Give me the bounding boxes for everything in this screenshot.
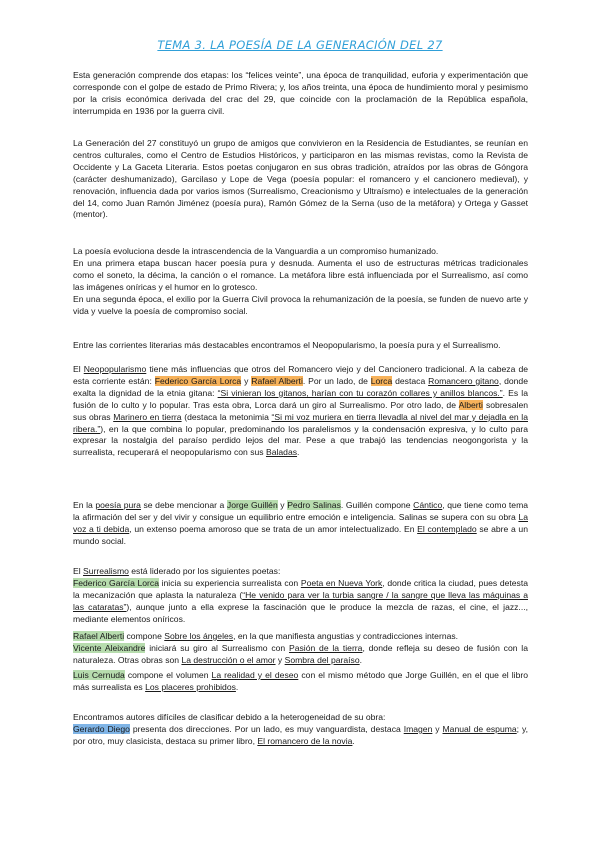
surrealismo-term: Surrealismo bbox=[83, 566, 129, 576]
surrealismo-intro: El Surrealismo está liderado por los siguientes poetas: bbox=[73, 566, 281, 576]
lorca-surrealismo-paragraph: Federico García Lorca inicia su experiencia surrealista con Poeta en Nueva York, donde critica la ciudad, pues detesta la mecanización que aplasta la naturaleza (“He venido para ver la turbia sangre / la sangre que lleva las máquinas a las cataratas”), aunque junto a ella exprese la fascinación que le produce la mezcla de razas, el cine, el jazz..., mediante elementos oníricos. bbox=[73, 578, 529, 624]
work-romancero-gitano: Romancero gitano bbox=[428, 375, 499, 386]
autores-paragraph: Encontramos autores difíciles de clasificar debido a la heterogeneidad de su obra: bbox=[73, 712, 386, 722]
work-baladas: Baladas bbox=[265, 447, 298, 458]
work-la-destruccion-o-el-amor: La destrucción o el amor bbox=[181, 654, 276, 665]
neopopularismo-paragraph: El Neopopularismo tiene más influencias que otros del Romancero viejo y del Cancionero tradicional. A la cabeza de esta corriente están: Federico García Lorca y Rafael Alberti. Por un lado, de Lorca destaca Romancero gitano, donde exalta la dignidad de la etnia gitana: “Si vinieran los gitanos, harían con tu corazón collares y anillos blancos.”. Es la fusión de lo culto y lo popular. Tras esta obra, Lorca dará un giro al Surrealismo. Por otro lado, de Alberti sobresalen sus obras Marinero en tierra (destaca la metonimia “Si mi voz muriera en tierra llevadla al nivel del mar y dejadla en la ribera.”), en la que combina lo popular, predominando los paralelismos y la condensación expresiva, y lo culto para expresar la nostalgia del paraíso perdido lejos del mar. Pese a que trabajó las tendencias neogongorista y la surrealista, recuperará el neopopularismo con sus Baladas. bbox=[73, 364, 528, 458]
highlight-rafael-alberti-green: Rafael Alberti bbox=[73, 631, 125, 641]
highlight-pedro-salinas: Pedro Salinas bbox=[287, 500, 341, 510]
aleixandre-paragraph: Vicente Aleixandre iniciará su giro al Surrealismo con Pasión de la tierra, donde refleja su deseo de fusión con la naturaleza. Otras obras son La destrucción o el amor y Sombra del paraíso. bbox=[73, 643, 528, 665]
quote-turbia-sangre: “He venido para ver la turbia sangre / la sangre que lleva las máquinas a las cataratas” bbox=[73, 589, 529, 612]
primera-etapa-paragraph: En una primera etapa buscan hacer poesía pura y desnuda. Aumenta el uso de estructuras métricas tradicionales como el soneto, la décima, la canción o el romance. La metáfora libre está influenciada por el Surrealismo, así como las imágenes oníricas y el humor en lo grotesco. bbox=[73, 258, 528, 292]
work-el-contemplado: El contemplado bbox=[417, 523, 477, 534]
highlight-vicente-aleixandre: Vicente Aleixandre bbox=[73, 643, 146, 653]
highlight-alberti: Alberti bbox=[458, 399, 483, 410]
work-pasion-de-la-tierra: Pasión de la tierra bbox=[288, 643, 363, 653]
highlight-federico-garcia-lorca: Federico García Lorca bbox=[154, 375, 242, 386]
work-manual-de-espuma: Manual de espuma bbox=[442, 724, 517, 734]
quote-metonimia: “Si mi voz muriera en tierra llevadla al nivel del mar y dejadla en la ribera.” bbox=[73, 411, 528, 434]
work-marinero-en-tierra: Marinero en tierra bbox=[113, 411, 182, 422]
work-cantico: Cántico bbox=[413, 500, 443, 510]
highlight-gerardo-diego: Gerardo Diego bbox=[73, 724, 130, 734]
work-sombra-del-paraiso: Sombra del paraíso bbox=[284, 654, 360, 665]
gerardo-diego-paragraph: Gerardo Diego presenta dos direcciones. Por un lado, es muy vanguardista, destaca Imagen y Manual de espuma; y, por otro, muy clasicista, destaca su primer libro, El romancero de la novia. bbox=[73, 724, 529, 746]
neopopularismo-term: Neopopularismo bbox=[83, 364, 147, 374]
cernuda-paragraph: Luis Cernuda compone el volumen La realidad y el deseo con el mismo método que Jorge Guillén, en el que el libro más surrealista es Los placeres prohibidos. bbox=[73, 670, 528, 692]
work-imagen: Imagen bbox=[403, 724, 433, 734]
highlight-lorca: Lorca bbox=[370, 375, 393, 386]
alberti-surrealismo-paragraph: Rafael Alberti compone Sobre los ángeles, en la que manifiesta angustias y contradicciones internas. bbox=[73, 631, 459, 641]
work-la-voz-a-ti-debida: La voz a ti debida bbox=[73, 511, 528, 534]
work-el-romancero-de-la-novia: El romancero de la novia bbox=[257, 735, 353, 746]
quote-gitanos: “Si vinieran los gitanos, harían con tu corazón collares y anillos blancos.” bbox=[217, 387, 503, 398]
highlight-jorge-guillen: Jorge Guillén bbox=[226, 500, 278, 510]
highlight-luis-cernuda: Luis Cernuda bbox=[73, 670, 125, 680]
highlight-federico-garcia-lorca-green: Federico García Lorca bbox=[73, 578, 159, 588]
highlight-rafael-alberti: Rafael Alberti bbox=[251, 375, 303, 386]
generacion-paragraph: La Generación del 27 constituyó un grupo de amigos que convivieron en la Residencia de Estudiantes, se reunían en centros culturales, como el Centro de Estudios Históricos, y participaron en las mismas revistas, como la Revista de Occidente y La Gaceta Literaria. Estos poetas conjugaron en sus obras tradición, atraídos por las obras de Góngora (carácter deshumanizado), Garcilaso y Lope de Vega (poesía popular: el romancero y el cancionero medieval), y renovación, influencia dada por varios ismos (Surrealismo, Creacionismo y Ultraísmo) e intelectuales de la generación del 14, como Juan Ramón Jiménez (poesía pura), Ramón Gómez de la Serna (uso de la metáfora) y Ortega y Gasset (mentor). bbox=[73, 138, 528, 220]
corrientes-paragraph: Entre las corrientes literarias más destacables encontramos el Neopopularismo, la poesía pura y el Surrealismo. bbox=[73, 340, 501, 350]
evoluciona-paragraph: La poesía evoluciona desde la intrascendencia de la Vanguardia a un compromiso humanizado. bbox=[73, 246, 439, 256]
work-poeta-en-nueva-york: Poeta en Nueva York bbox=[300, 578, 383, 588]
work-la-realidad-y-el-deseo: La realidad y el deseo bbox=[211, 670, 299, 680]
page-title: TEMA 3. LA POESÍA DE LA GENERACIÓN DEL 27 bbox=[157, 38, 443, 52]
work-los-placeres-prohibidos: Los placeres prohibidos bbox=[145, 681, 236, 692]
work-sobre-los-angeles: Sobre los ángeles bbox=[164, 631, 234, 641]
intro-paragraph: Esta generación comprende dos etapas: los “felices veinte”, una época de tranquilidad, euforia y experimentación que corresponde con el golpe de estado de Primo Rivera; y, los años treinta, una época de hundimiento moral y pesimismo por la crisis económica derivada del crac del 29, que coincide con la proclamación de la República española, interrumpida en 1936 por la guerra civil. bbox=[73, 70, 528, 116]
poesia-pura-term: poesía pura bbox=[95, 500, 141, 510]
poesia-pura-paragraph: En la poesía pura se debe mencionar a Jorge Guillén y Pedro Salinas. Guillén compone Cántico, que tiene como tema la afirmación del ser y del vivir y consigue un equilibrio entre emoción e inteligencia. Salinas se supera con su obra La voz a ti debida, un extenso poema amoroso que se trata de un amor intelectualizado. En El contemplado se abre a un mundo social. bbox=[73, 500, 529, 546]
segunda-epoca-paragraph: En una segunda época, el exilio por la Guerra Civil provoca la rehumanización de la poesía, se funden de nuevo arte y vida y vuelve la poesía de compromiso social. bbox=[73, 294, 528, 316]
